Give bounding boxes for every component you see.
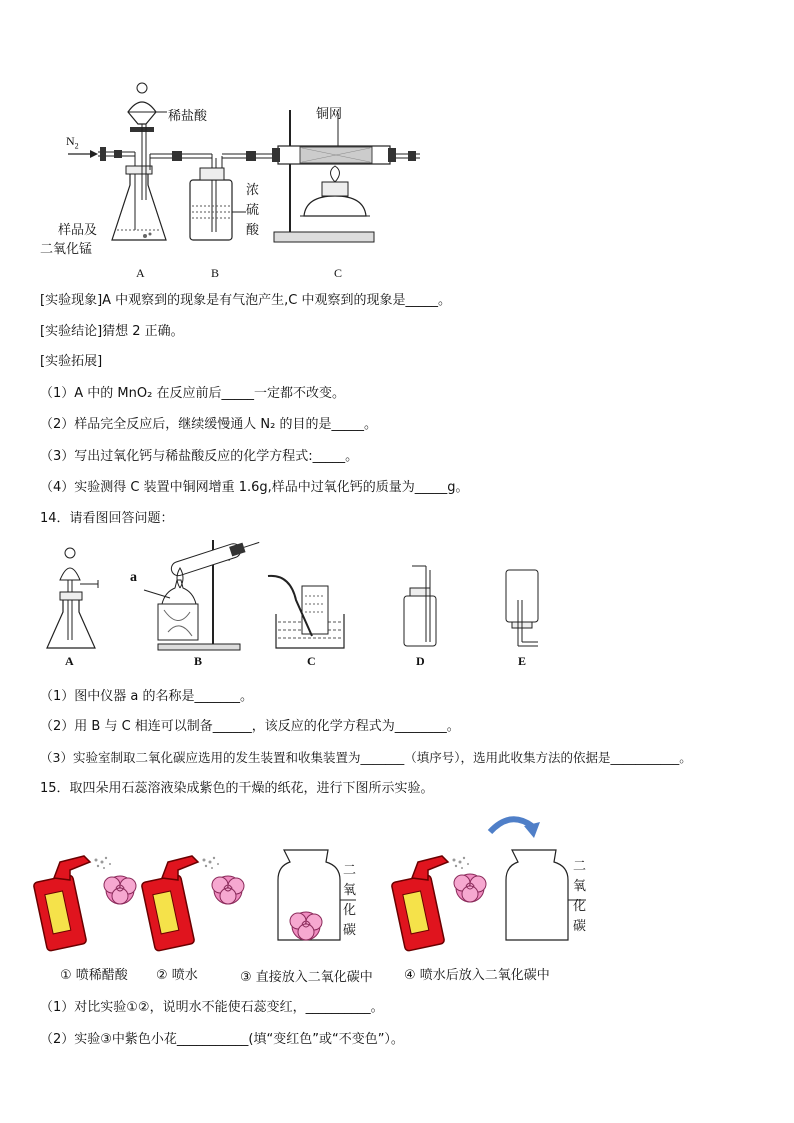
- problem-15-question-1: （1）对比实验①②，说明水不能使石蕊变红，__________。: [40, 1000, 384, 1015]
- apparatus-label-c: C: [334, 266, 343, 280]
- apparatus-label-b: B: [211, 266, 220, 280]
- apparatus2-label-e: E: [518, 654, 527, 668]
- co2-jar3-char-1: 二: [343, 863, 357, 878]
- apparatus2-label-c: C: [307, 654, 316, 668]
- problem-14-question-2: （2）用 B 与 C 相连可以制备______，该反应的化学方程式为________。: [40, 719, 460, 734]
- caption-1: ① 喷稀醋酸: [60, 968, 128, 983]
- conc-acid-label-3: 酸: [246, 223, 260, 238]
- problem-14-heading: 14．请看图回答问题：: [40, 511, 174, 526]
- apparatus2-label-a: A: [65, 654, 74, 668]
- caption-2: ② 喷水: [156, 968, 198, 983]
- problem-15-question-2: （2）实验③中紫色小花___________(填“变红色”或“不变色”）。: [40, 1032, 404, 1047]
- conclusion-line: [实验结论]猜想 2 正确。: [40, 324, 184, 339]
- phenomenon-line: [实验现象]A 中观察到的现象是有气泡产生,C 中观察到的现象是_____。: [40, 293, 452, 308]
- problem-14-question-3: （3）实验室制取二氧化碳应选用的发生装置和收集装置为_______（填序号），选用此收集方法的依据是___________。: [40, 750, 692, 765]
- problem-14-question-1: （1）图中仪器 a 的名称是_______。: [40, 689, 254, 704]
- apparatus-label-a: A: [136, 266, 145, 280]
- litmus-flowers-drawing: [0, 810, 794, 960]
- problem-15-heading: 15．取四朵用石蕊溶液染成紫色的干燥的纸花，进行下图所示实验。: [40, 781, 434, 796]
- co2-jar4-char-1: 二: [573, 859, 587, 874]
- co2-jar3-char-2: 氧: [343, 883, 357, 898]
- co2-jar3-char-3: 化: [343, 903, 357, 918]
- caption-4: ④ 喷水后放入二氧化碳中: [404, 968, 550, 983]
- question-4: （4）实验测得 C 装置中铜网增重 1.6g,样品中过氧化钙的质量为_____g。: [40, 480, 469, 495]
- co2-jar4-char-4: 碳: [573, 919, 587, 934]
- apparatus-1-drawing: [0, 0, 794, 270]
- copper-mesh-label: 铜网: [316, 107, 343, 122]
- extension-heading: [实验拓展]: [40, 354, 103, 369]
- question-2: （2）样品完全反应后，继续缓慢通人 N₂ 的目的是_____。: [40, 417, 377, 432]
- sample-label-2: 二氧化锰: [40, 242, 93, 257]
- acid-label: 稀盐酸: [168, 109, 208, 124]
- apparatus-2-drawing: [0, 535, 794, 675]
- n2-label: [66, 132, 79, 155]
- co2-jar4-char-2: 氧: [573, 879, 587, 894]
- apparatus2-label-b: B: [194, 654, 203, 668]
- apparatus2-label-d: D: [416, 654, 425, 668]
- co2-jar3-char-4: 碳: [343, 923, 357, 938]
- question-3: （3）写出过氧化钙与稀盐酸反应的化学方程式:_____。: [40, 449, 359, 464]
- conc-acid-label-1: 浓: [246, 183, 260, 198]
- co2-jar4-char-3: 化: [573, 899, 587, 914]
- instrument-a-label: a: [130, 570, 137, 585]
- conc-acid-label-2: 硫: [246, 203, 260, 218]
- question-1: （1）A 中的 MnO₂ 在反应前后_____一定都不改变。: [40, 386, 345, 401]
- n2-label-sub: 2: [74, 141, 79, 151]
- n2-label-main: N: [66, 134, 75, 148]
- sample-label-1: 样品及: [58, 223, 98, 238]
- caption-3: ③ 直接放入二氧化碳中: [240, 970, 373, 985]
